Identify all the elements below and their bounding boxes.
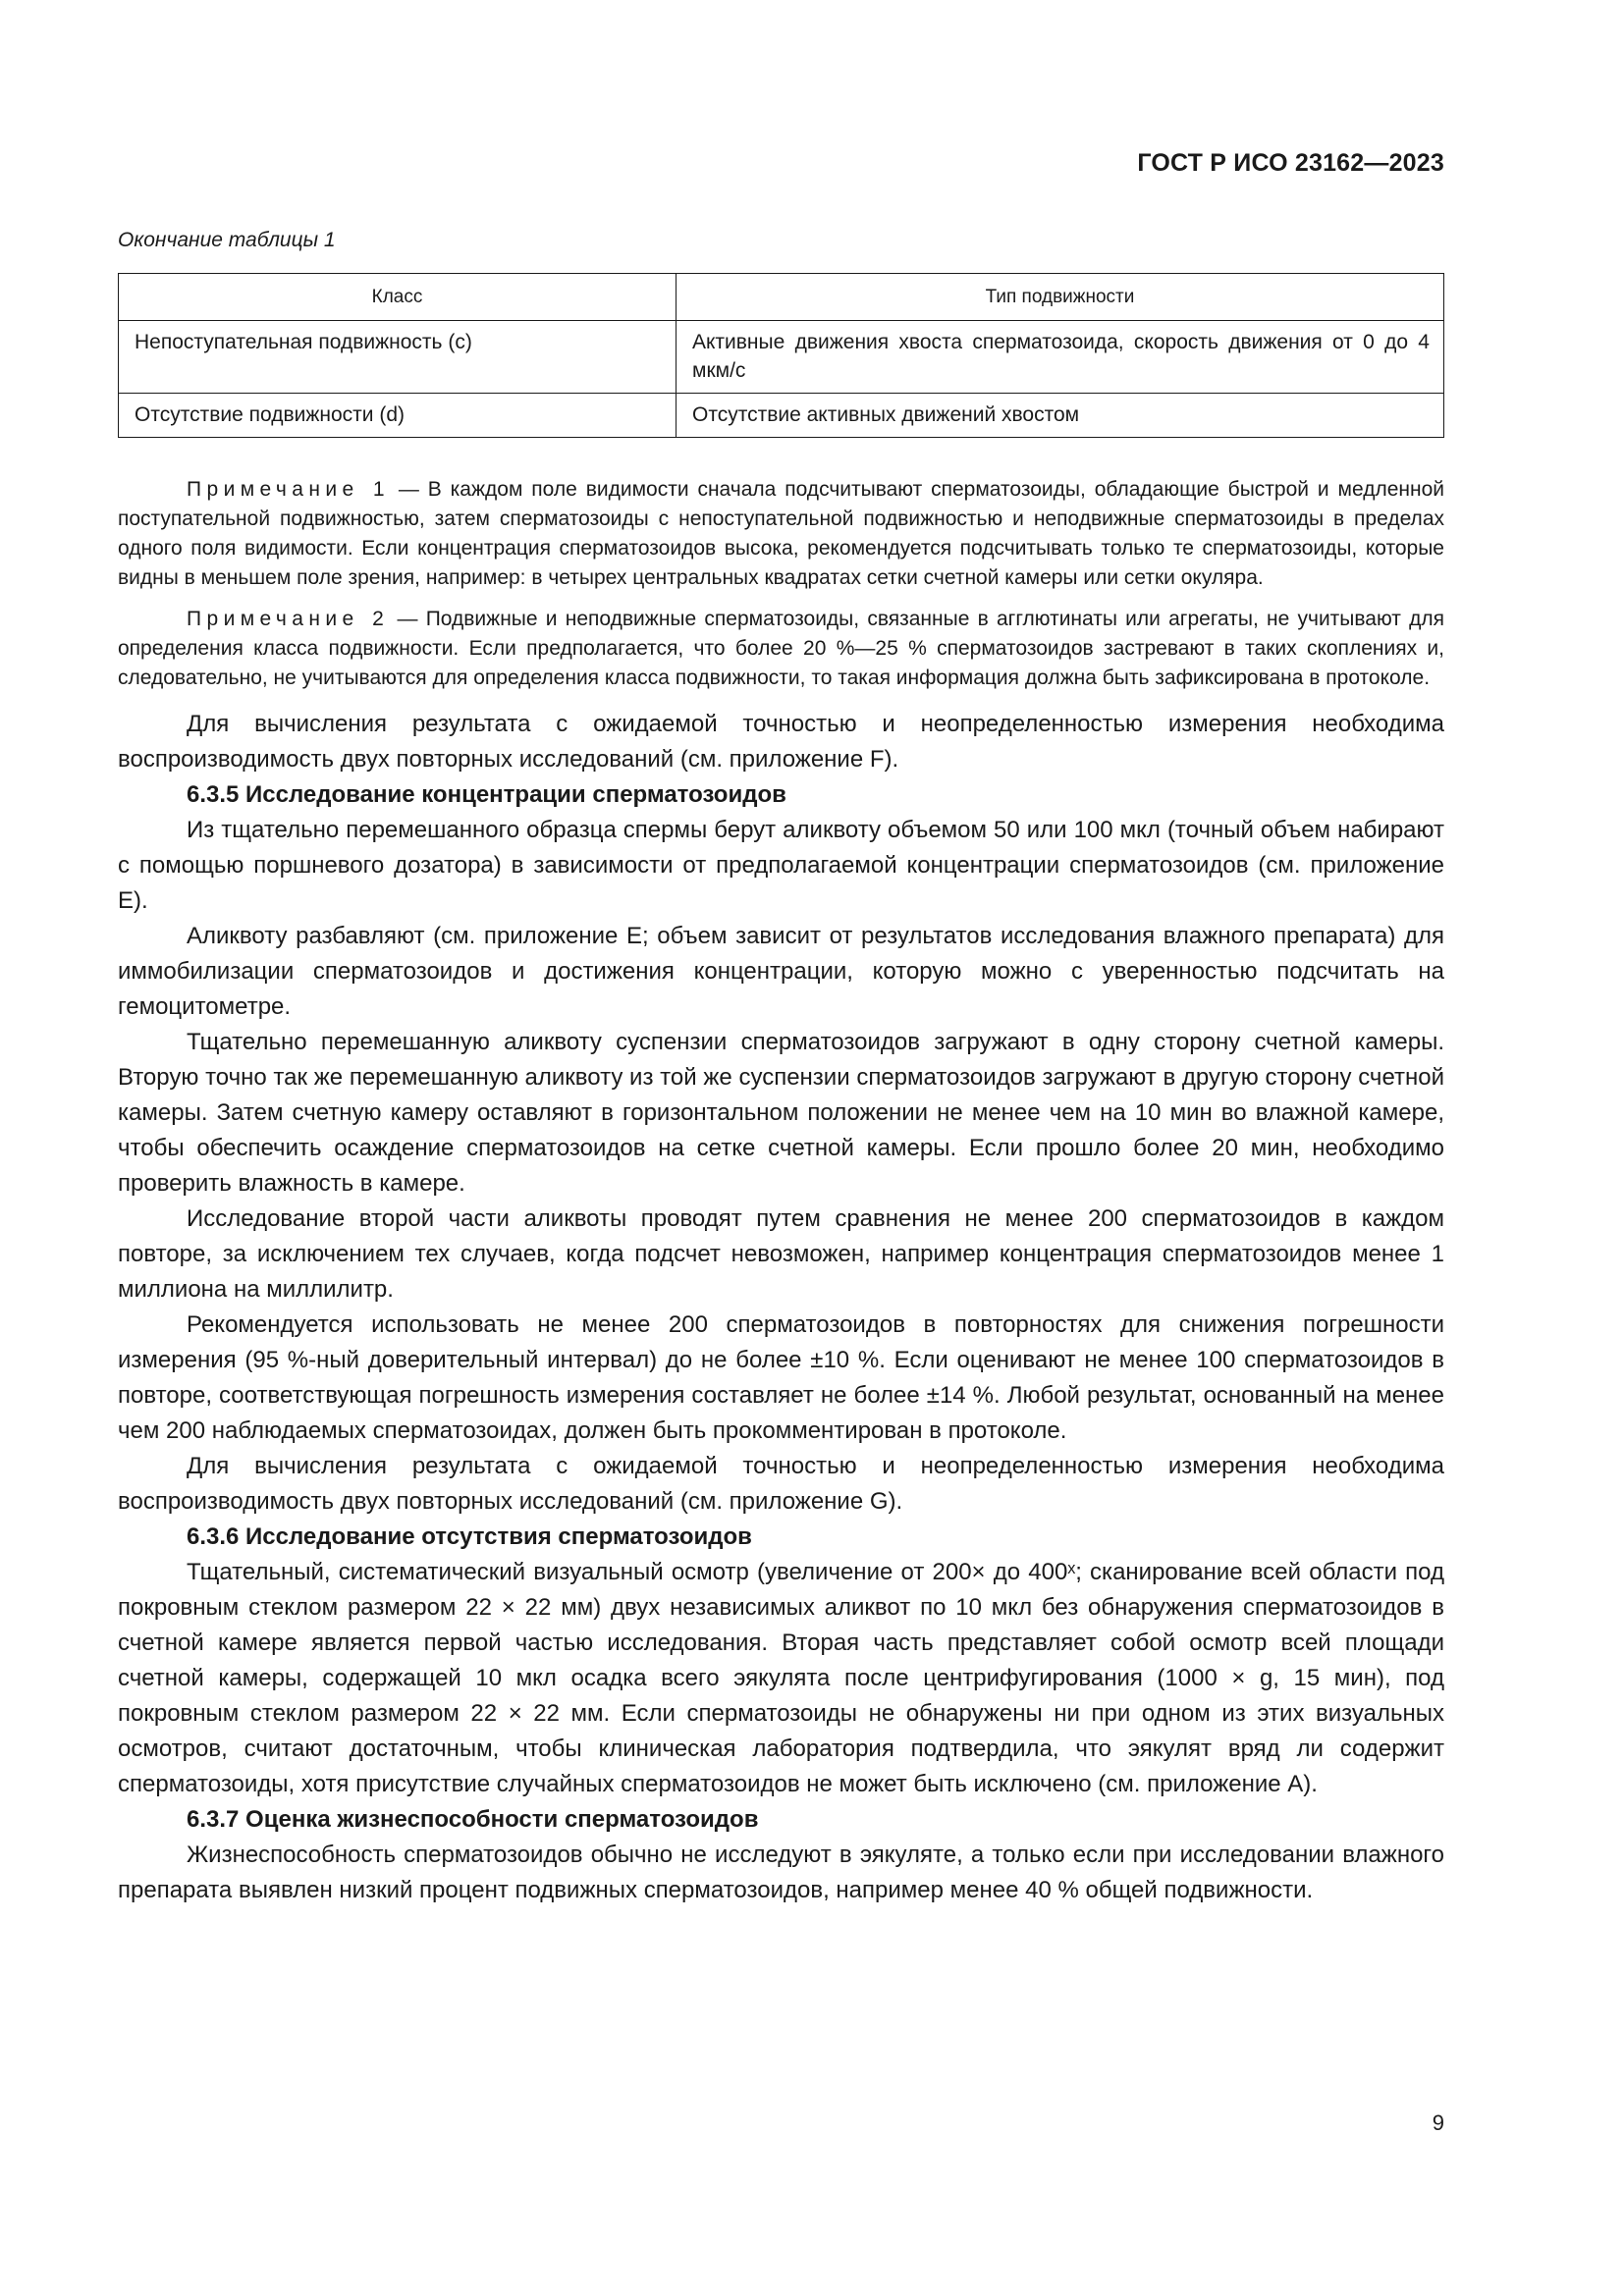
table-cell-motility-type: Отсутствие активных движений хвостом — [677, 394, 1444, 438]
section-heading-6-3-6: 6.3.6 Исследование отсутствия сперматозоидов — [187, 1523, 752, 1550]
table-row — [119, 394, 1444, 438]
motility-class-table — [118, 273, 1444, 438]
table-cell-class: Отсутствие подвижности (d) — [119, 394, 677, 438]
body-text — [118, 475, 1444, 1908]
column-header-motility-type: Тип подвижности — [677, 274, 1444, 321]
table-cell-motility-type: Активные движения хвоста сперматозоида, скорость движения от 0 до 4 мкм/с — [677, 321, 1444, 394]
column-header-class: Класс — [119, 274, 677, 321]
section-heading-6-3-7: 6.3.7 Оценка жизнеспособности сперматозоидов — [187, 1806, 759, 1833]
note-1 — [118, 475, 1444, 593]
paragraph: Для вычисления результата с ожидаемой точностью и неопределенностью измерения необходима воспроизводимость двух повторных исследований (см. приложение G). — [118, 1453, 1444, 1515]
section-heading-6-3-5: 6.3.5 Исследование концентрации сперматозоидов — [187, 781, 786, 808]
page-number: 9 — [1432, 2110, 1444, 2135]
table-header-row — [119, 274, 1444, 321]
table-cell-class: Непоступательная подвижность (с) — [119, 321, 677, 394]
paragraph: Рекомендуется использовать не менее 200 сперматозоидов в повторностях для снижения погрешности измерения (95 %-ный доверительный интервал) до не более ±10 %. Если оценивают не менее 100 сперматозоидов в повторе, соответствующая погрешность измерения составляет не более ±14 %. Любой результат, основанный на менее чем 200 наблюдаемых сперматозоидах, должен быть прокомментирован в протоколе. — [118, 1311, 1444, 1444]
paragraph: Из тщательно перемешанного образца спермы берут аликвоту объемом 50 или 100 мкл (точный объем набирают с помощью поршневого дозатора) в зависимости от предполагаемой концентрации сперматозоидов (см. приложение Е). — [118, 817, 1444, 914]
paragraph: Аликвоту разбавляют (см. приложение Е; объем зависит от результатов исследования влажного препарата) для иммобилизации сперматозоидов и достижения концентрации, которую можно с уверенностью подсчитать на гемоцитометре. — [118, 923, 1444, 1020]
note-label: Примечание 2 — [187, 608, 390, 630]
table-row — [119, 321, 1444, 394]
paragraph: Исследование второй части аликвоты проводят путем сравнения не менее 200 сперматозоидов в каждом повторе, за исключением тех случаев, когда подсчет невозможен, например концентрация сперматозоидов менее 1 миллиона на миллилитр. — [118, 1205, 1444, 1303]
note-text: — В каждом поле видимости сначала подсчитывают сперматозоиды, обладающие быстрой и медленной поступательной подвижностью, затем сперматозоиды с непоступательной подвижностью и неподвижные сперматозоиды в пределах одного поля видимости. Если концентрация сперматозоидов высока, рекомендуется подсчитывать только те сперматозоиды, которые видны в меньшем поле зрения, например: в четырех центральных квадратах сетки счетной камеры или сетки окуляра. — [118, 478, 1444, 589]
paragraph: Тщательный, систематический визуальный осмотр (увеличение от 200× до 400ˣ; сканирование всей области под покровным стеклом размером 22 × 22 мм) двух независимых аликвот по 10 мкл без обнаружения сперматозоидов в счетной камере является первой частью исследования. Вторая часть представляет собой осмотр всей площади счетной камеры, содержащей 10 мкл осадка всего эякулята после центрифугирования (1000 × g, 15 мин), под покровным стеклом размером 22 × 22 мм. Если сперматозоиды не обнаружены ни при одном из этих визуальных осмотров, считают достаточным, чтобы клиническая лаборатория подтвердила, что эякулят вряд ли содержит сперматозоиды, хотя присутствие случайных сперматозоидов не может быть исключено (см. приложение А). — [118, 1559, 1444, 1797]
paragraph: Тщательно перемешанную аликвоту суспензии сперматозоидов загружают в одну сторону счетной камеры. Вторую точно так же перемешанную аликвоту из той же суспензии сперматозоидов загружают в другую сторону счетной камеры. Затем счетную камеру оставляют в горизонтальном положении не менее чем на 10 мин во влажной камере, чтобы обеспечить осаждение сперматозоидов на сетке счетной камеры. Если прошло более 20 мин, необходимо проверить влажность в камере. — [118, 1029, 1444, 1197]
note-text: — Подвижные и неподвижные сперматозоиды, связанные в агглютинаты или агрегаты, не учитывают для определения класса подвижности. Если предполагается, что более 20 %—25 % сперматозоидов застревают в таких скоплениях и, следовательно, не учитываются для определения класса подвижности, то такая информация должна быть зафиксирована в протоколе. — [118, 608, 1444, 689]
note-2 — [118, 605, 1444, 693]
paragraph: Жизнеспособность сперматозоидов обычно не исследуют в эякуляте, а только если при исследовании влажного препарата выявлен низкий процент подвижных сперматозоидов, например менее 40 % общей подвижности. — [118, 1842, 1444, 1903]
paragraph: Для вычисления результата с ожидаемой точностью и неопределенностью измерения необходима воспроизводимость двух повторных исследований (см. приложение F). — [118, 711, 1444, 773]
note-label: Примечание 1 — [187, 478, 390, 501]
table-continuation-caption: Окончание таблицы 1 — [118, 229, 336, 251]
document-code: ГОСТ Р ИСО 23162—2023 — [1137, 149, 1444, 177]
